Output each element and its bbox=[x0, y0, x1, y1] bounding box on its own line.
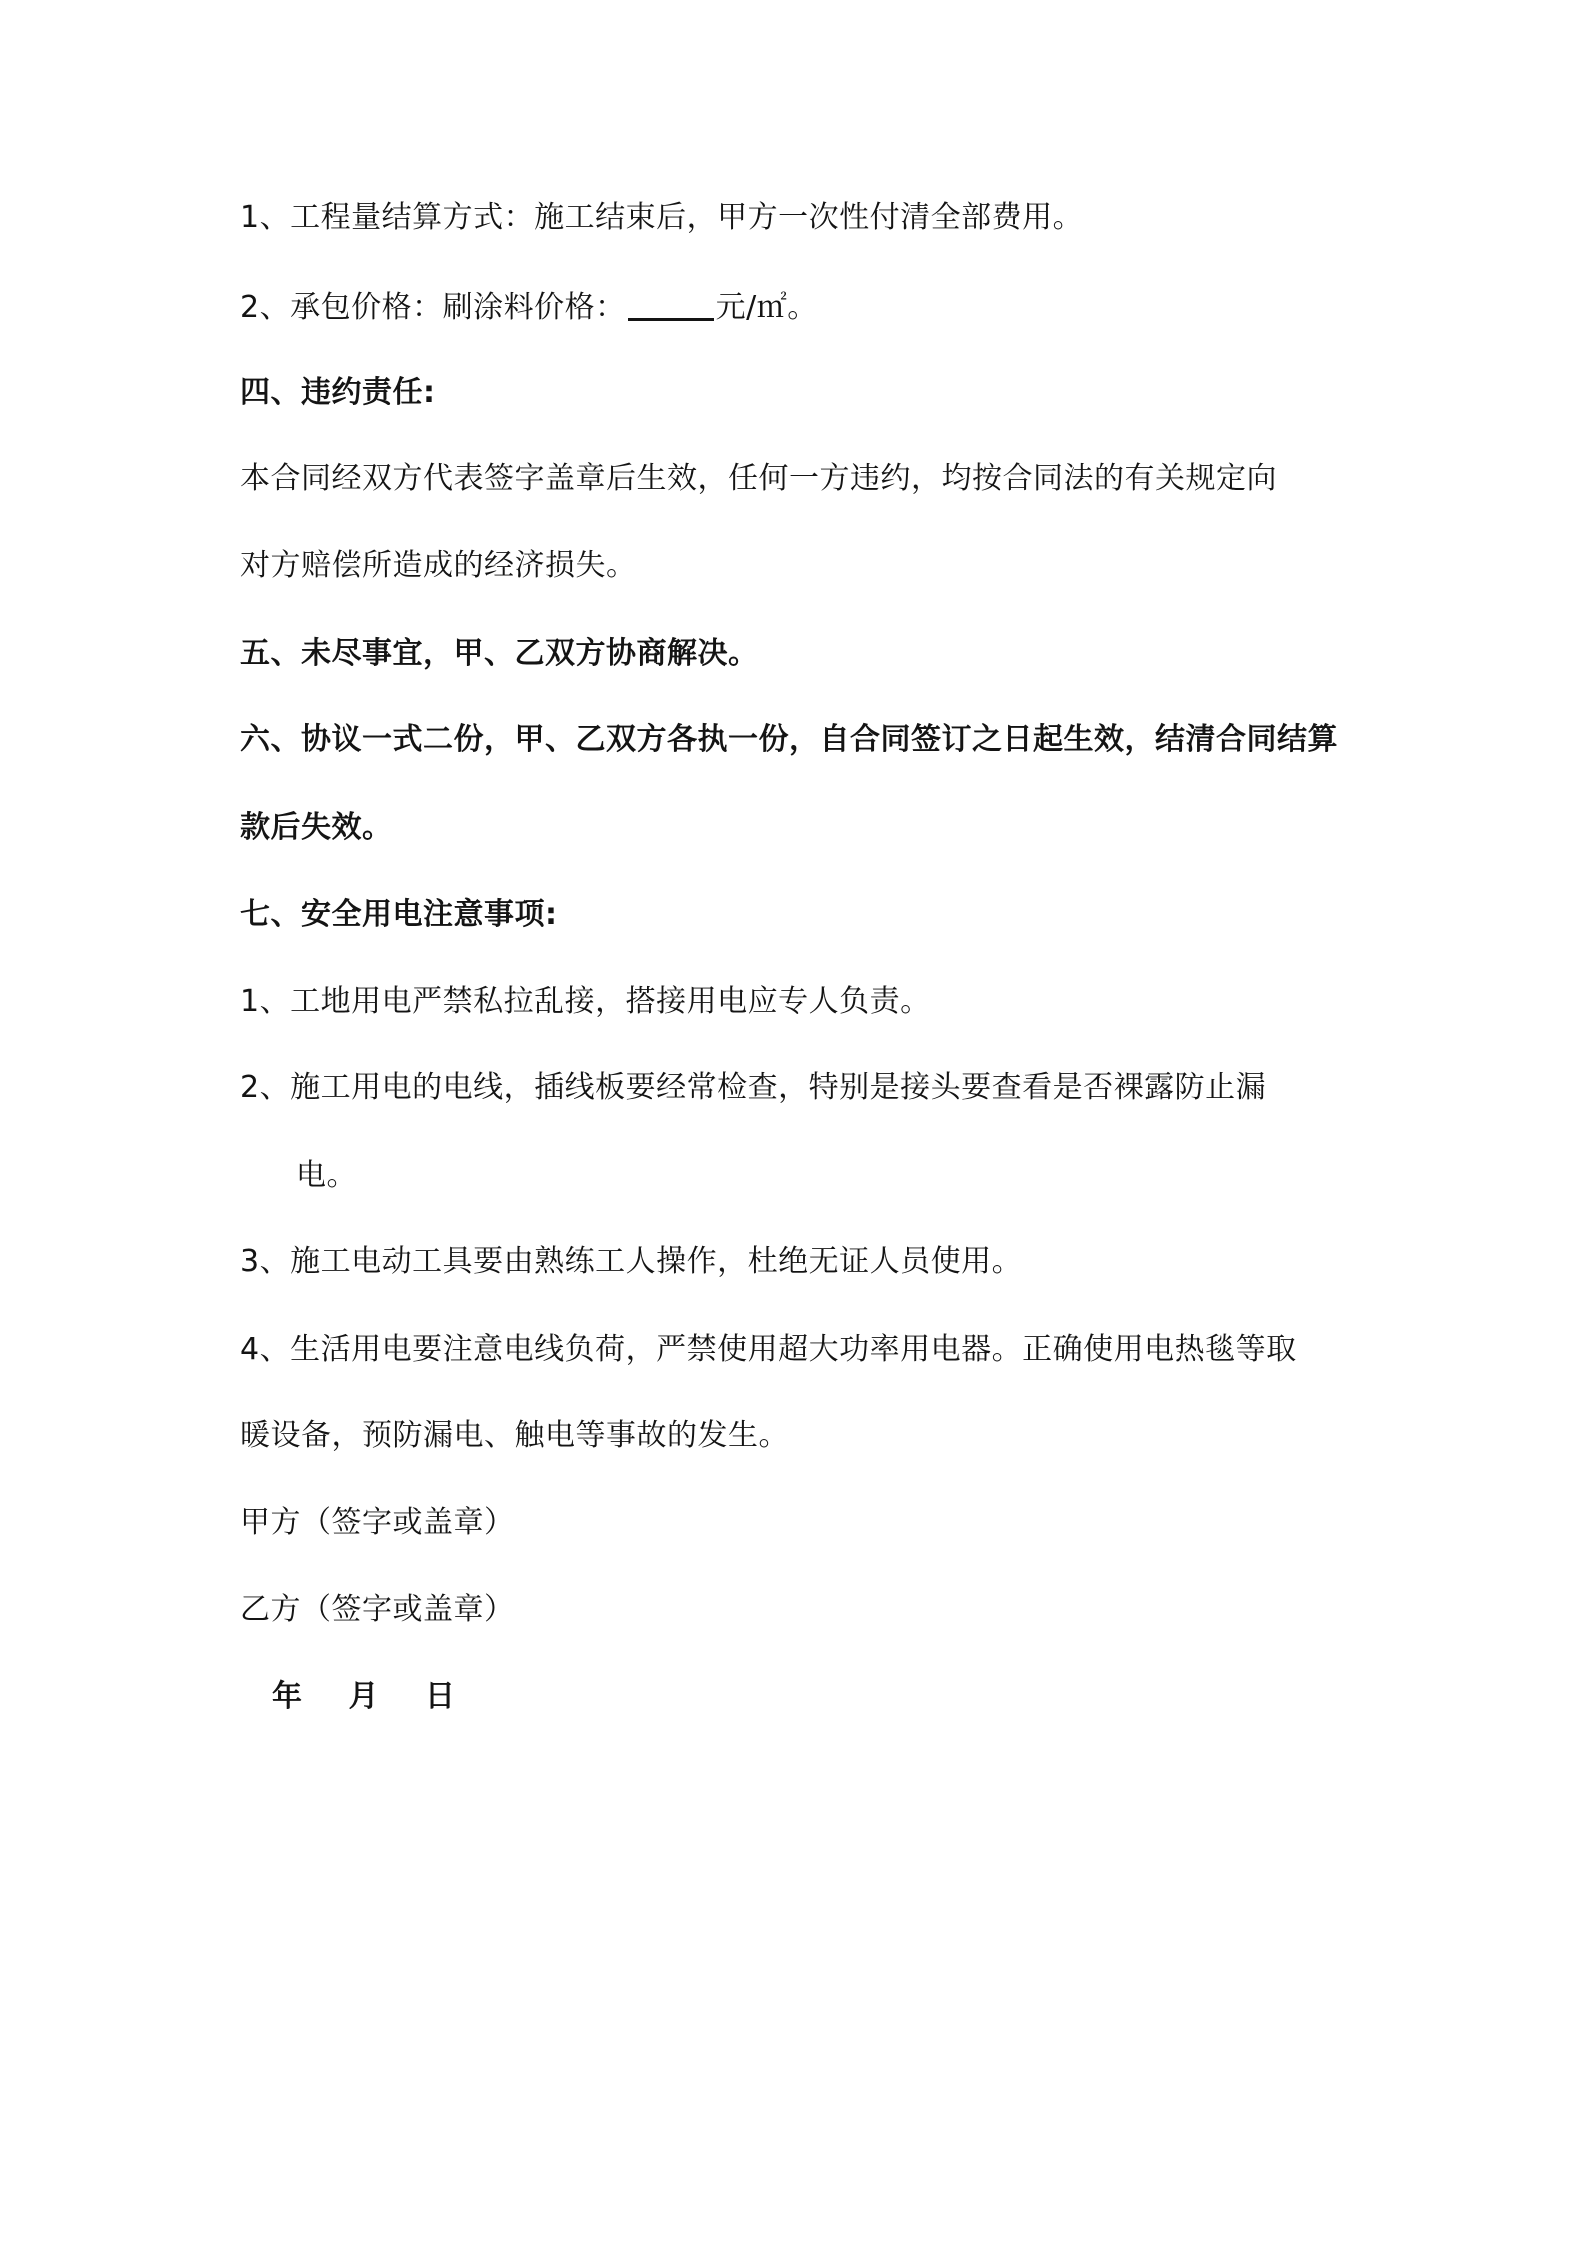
section-7-title: 七、安全用电注意事项: bbox=[240, 897, 558, 932]
price-prefix: 2、承包价格：刷涂料价格： bbox=[240, 290, 626, 325]
signature-date bbox=[272, 1677, 456, 1717]
section-4-title: 四、违约责任: bbox=[240, 375, 436, 410]
section-4-body-line-2: 对方赔偿所造成的经济损失。 bbox=[240, 548, 637, 583]
date-year: 年 bbox=[272, 1679, 303, 1714]
date-day: 日 bbox=[425, 1679, 456, 1714]
party-a-signature: 甲方（签字或盖章） bbox=[240, 1505, 515, 1540]
safety-item-4-line-2: 暖设备，预防漏电、触电等事故的发生。 bbox=[240, 1418, 789, 1453]
party-b-signature: 乙方（签字或盖章） bbox=[240, 1592, 515, 1627]
contract-price-clause bbox=[240, 288, 818, 328]
section-4-body-line-1: 本合同经双方代表签字盖章后生效，任何一方违约，均按合同法的有关规定向 bbox=[240, 461, 1277, 496]
price-suffix: 元/㎡。 bbox=[715, 290, 818, 325]
safety-item-4-line-1: 4、生活用电要注意电线负荷，严禁使用超大功率用电器。正确使用电热毯等取 bbox=[240, 1332, 1297, 1367]
section-6-line-1: 六、协议一式二份，甲、乙双方各执一份，自合同签订之日起生效，结清合同结算 bbox=[240, 722, 1338, 757]
payment-method-clause: 1、工程量结算方式：施工结束后，甲方一次性付清全部费用。 bbox=[240, 200, 1084, 235]
date-month: 月 bbox=[348, 1679, 379, 1714]
section-6-line-2: 款后失效。 bbox=[240, 810, 393, 845]
section-5: 五、未尽事宜，甲、乙双方协商解决。 bbox=[240, 636, 759, 671]
safety-item-3: 3、施工电动工具要由熟练工人操作，杜绝无证人员使用。 bbox=[240, 1244, 1023, 1279]
safety-item-2-line-2: 电。 bbox=[296, 1158, 357, 1193]
safety-item-2-line-1: 2、施工用电的电线，插线板要经常检查，特别是接头要查看是否裸露防止漏 bbox=[240, 1070, 1267, 1105]
safety-item-1: 1、工地用电严禁私拉乱接，搭接用电应专人负责。 bbox=[240, 984, 931, 1019]
price-blank-field bbox=[628, 290, 714, 321]
